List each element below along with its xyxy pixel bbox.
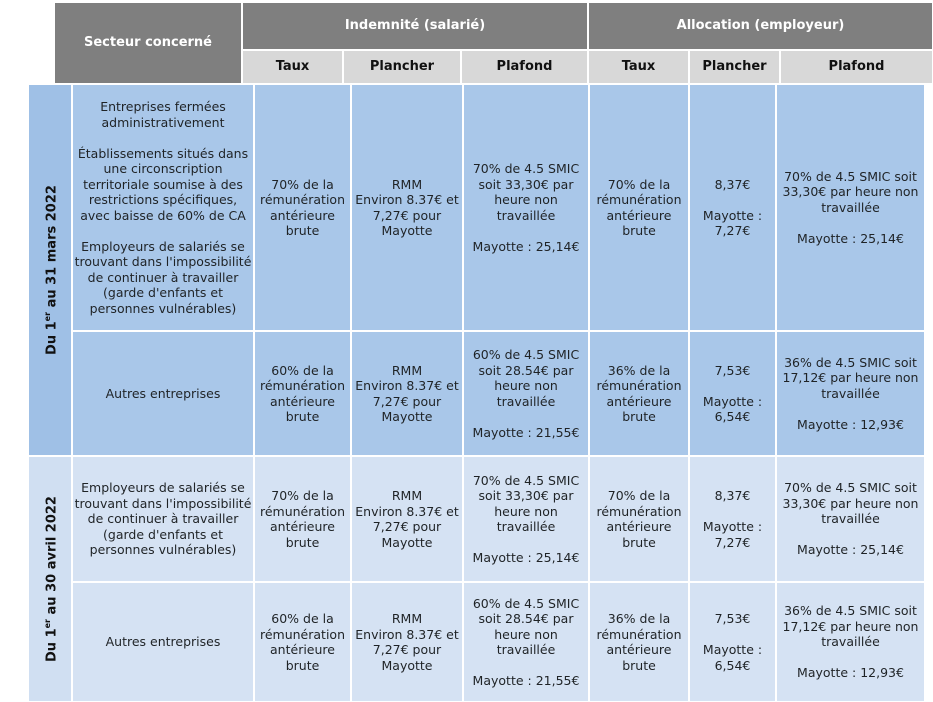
plancher-salarie-cell (351, 84, 463, 331)
cell-text: 70% de la rémunération antérieure brute (259, 176, 345, 238)
plancher-employeur-cell (689, 456, 776, 582)
taux-employeur-cell (589, 331, 689, 456)
subheader-plafond-employeur (780, 50, 933, 84)
secteur-cell (72, 582, 254, 702)
plafond-employeur-cell (776, 84, 925, 331)
header-allocation-label: Allocation (employeur) (676, 18, 845, 34)
header-secteur (54, 2, 242, 84)
secteur-text: Employeurs de salariés se trouvant dans l'impossibilité de continuer à travailler (garde d'enfants et personnes vulnérables) (74, 480, 252, 558)
cell-text: 60% de 4.5 SMIC soit 28.54€ par heure non travaillée Mayotte : 21,55€ (472, 595, 580, 688)
plafond-employeur-cell (776, 582, 925, 702)
period-label-mars (28, 84, 72, 456)
cell-text: 7,53€ Mayotte : 6,54€ (702, 611, 763, 673)
cell-text: 36% de 4.5 SMIC soit 17,12€ par heure non travaillée Mayotte : 12,93€ (782, 603, 919, 681)
cell-text: 36% de la rémunération antérieure brute (596, 611, 682, 673)
plancher-salarie-cell (351, 582, 463, 702)
header-indemnite-label: Indemnité (salarié) (344, 18, 486, 34)
period-label-avril (28, 456, 72, 702)
cell-text: 36% de 4.5 SMIC soit 17,12€ par heure non travaillée Mayotte : 12,93€ (782, 354, 919, 432)
cell-text: 7,53€ Mayotte : 6,54€ (702, 362, 763, 424)
plafond-salarie-cell (463, 84, 589, 331)
cell-text: 8,37€ Mayotte : 7,27€ (702, 176, 763, 238)
subheader-plancher-salarie (343, 50, 461, 84)
plancher-employeur-cell (689, 582, 776, 702)
cell-text: 70% de 4.5 SMIC soit 33,30€ par heure non travaillée Mayotte : 25,14€ (472, 472, 580, 565)
cell-text: 70% de 4.5 SMIC soit 33,30€ par heure non travaillée Mayotte : 25,14€ (782, 480, 919, 558)
secteur-cell (72, 456, 254, 582)
plancher-salarie-cell (351, 456, 463, 582)
subheader-label: Plafond (828, 59, 885, 75)
taux-employeur-cell (589, 456, 689, 582)
subheader-label: Plancher (369, 59, 435, 75)
header-secteur-label: Secteur concerné (83, 35, 212, 51)
subheader-label: Plafond (496, 59, 553, 75)
cell-text: 70% de la rémunération antérieure brute (596, 488, 682, 550)
taux-employeur-cell (589, 582, 689, 702)
plafond-salarie-cell (463, 456, 589, 582)
subheader-taux-salarie (242, 50, 343, 84)
subheader-plancher-employeur (689, 50, 780, 84)
taux-salarie-cell (254, 456, 351, 582)
plafond-salarie-cell (463, 331, 589, 456)
cell-text: 70% de 4.5 SMIC soit 33,30€ par heure non travaillée Mayotte : 25,14€ (782, 168, 919, 246)
subheader-label: Plancher (702, 59, 767, 75)
cell-text: 70% de 4.5 SMIC soit 33,30€ par heure non travaillée Mayotte : 25,14€ (472, 161, 580, 254)
secteur-text: Autres entreprises (105, 385, 221, 401)
cell-text: 36% de la rémunération antérieure brute (596, 362, 682, 424)
taux-employeur-cell (589, 84, 689, 331)
plancher-employeur-cell (689, 331, 776, 456)
plafond-employeur-cell (776, 456, 925, 582)
subheader-plafond-salarie (461, 50, 588, 84)
cell-text: 8,37€ Mayotte : 7,27€ (702, 488, 763, 550)
cell-text: 70% de la rémunération antérieure brute (259, 488, 345, 550)
plafond-salarie-cell (463, 582, 589, 702)
cell-text: 60% de 4.5 SMIC soit 28.54€ par heure non travaillée Mayotte : 21,55€ (472, 347, 580, 440)
taux-salarie-cell (254, 582, 351, 702)
plancher-salarie-cell (351, 331, 463, 456)
plancher-employeur-cell (689, 84, 776, 331)
cell-text: RMM Environ 8.37€ et 7,27€ pour Mayotte (355, 362, 459, 424)
secteur-text: Autres entreprises (105, 634, 221, 650)
cell-text: 70% de la rémunération antérieure brute (596, 176, 682, 238)
secteur-cell (72, 84, 254, 331)
cell-text: 60% de la rémunération antérieure brute (259, 611, 345, 673)
cell-text: 60% de la rémunération antérieure brute (259, 362, 345, 424)
secteur-cell (72, 331, 254, 456)
plafond-employeur-cell (776, 331, 925, 456)
period-label-text: Du 1er au 30 avril 2022 (43, 496, 60, 662)
secteur-text: Entreprises fermées administrativement Établissements situés dans une circonscription territoriale soumise à des restrictions spécifiques, avec baisse de 60% de CA Employeurs de salariés se trouvant dans l'impossibilité de continuer à travailler (garde d'enfants et personnes vulnérables) (74, 99, 252, 316)
subheader-label: Taux (621, 59, 656, 75)
taux-salarie-cell (254, 84, 351, 331)
cell-text: RMM Environ 8.37€ et 7,27€ pour Mayotte (355, 176, 459, 238)
header-allocation (588, 2, 933, 50)
taux-salarie-cell (254, 331, 351, 456)
period-label-text: Du 1er au 31 mars 2022 (43, 185, 60, 355)
subheader-label: Taux (275, 59, 310, 75)
subheader-taux-employeur (588, 50, 689, 84)
cell-text: RMM Environ 8.37€ et 7,27€ pour Mayotte (355, 611, 459, 673)
header-indemnite (242, 2, 588, 50)
cell-text: RMM Environ 8.37€ et 7,27€ pour Mayotte (355, 488, 459, 550)
